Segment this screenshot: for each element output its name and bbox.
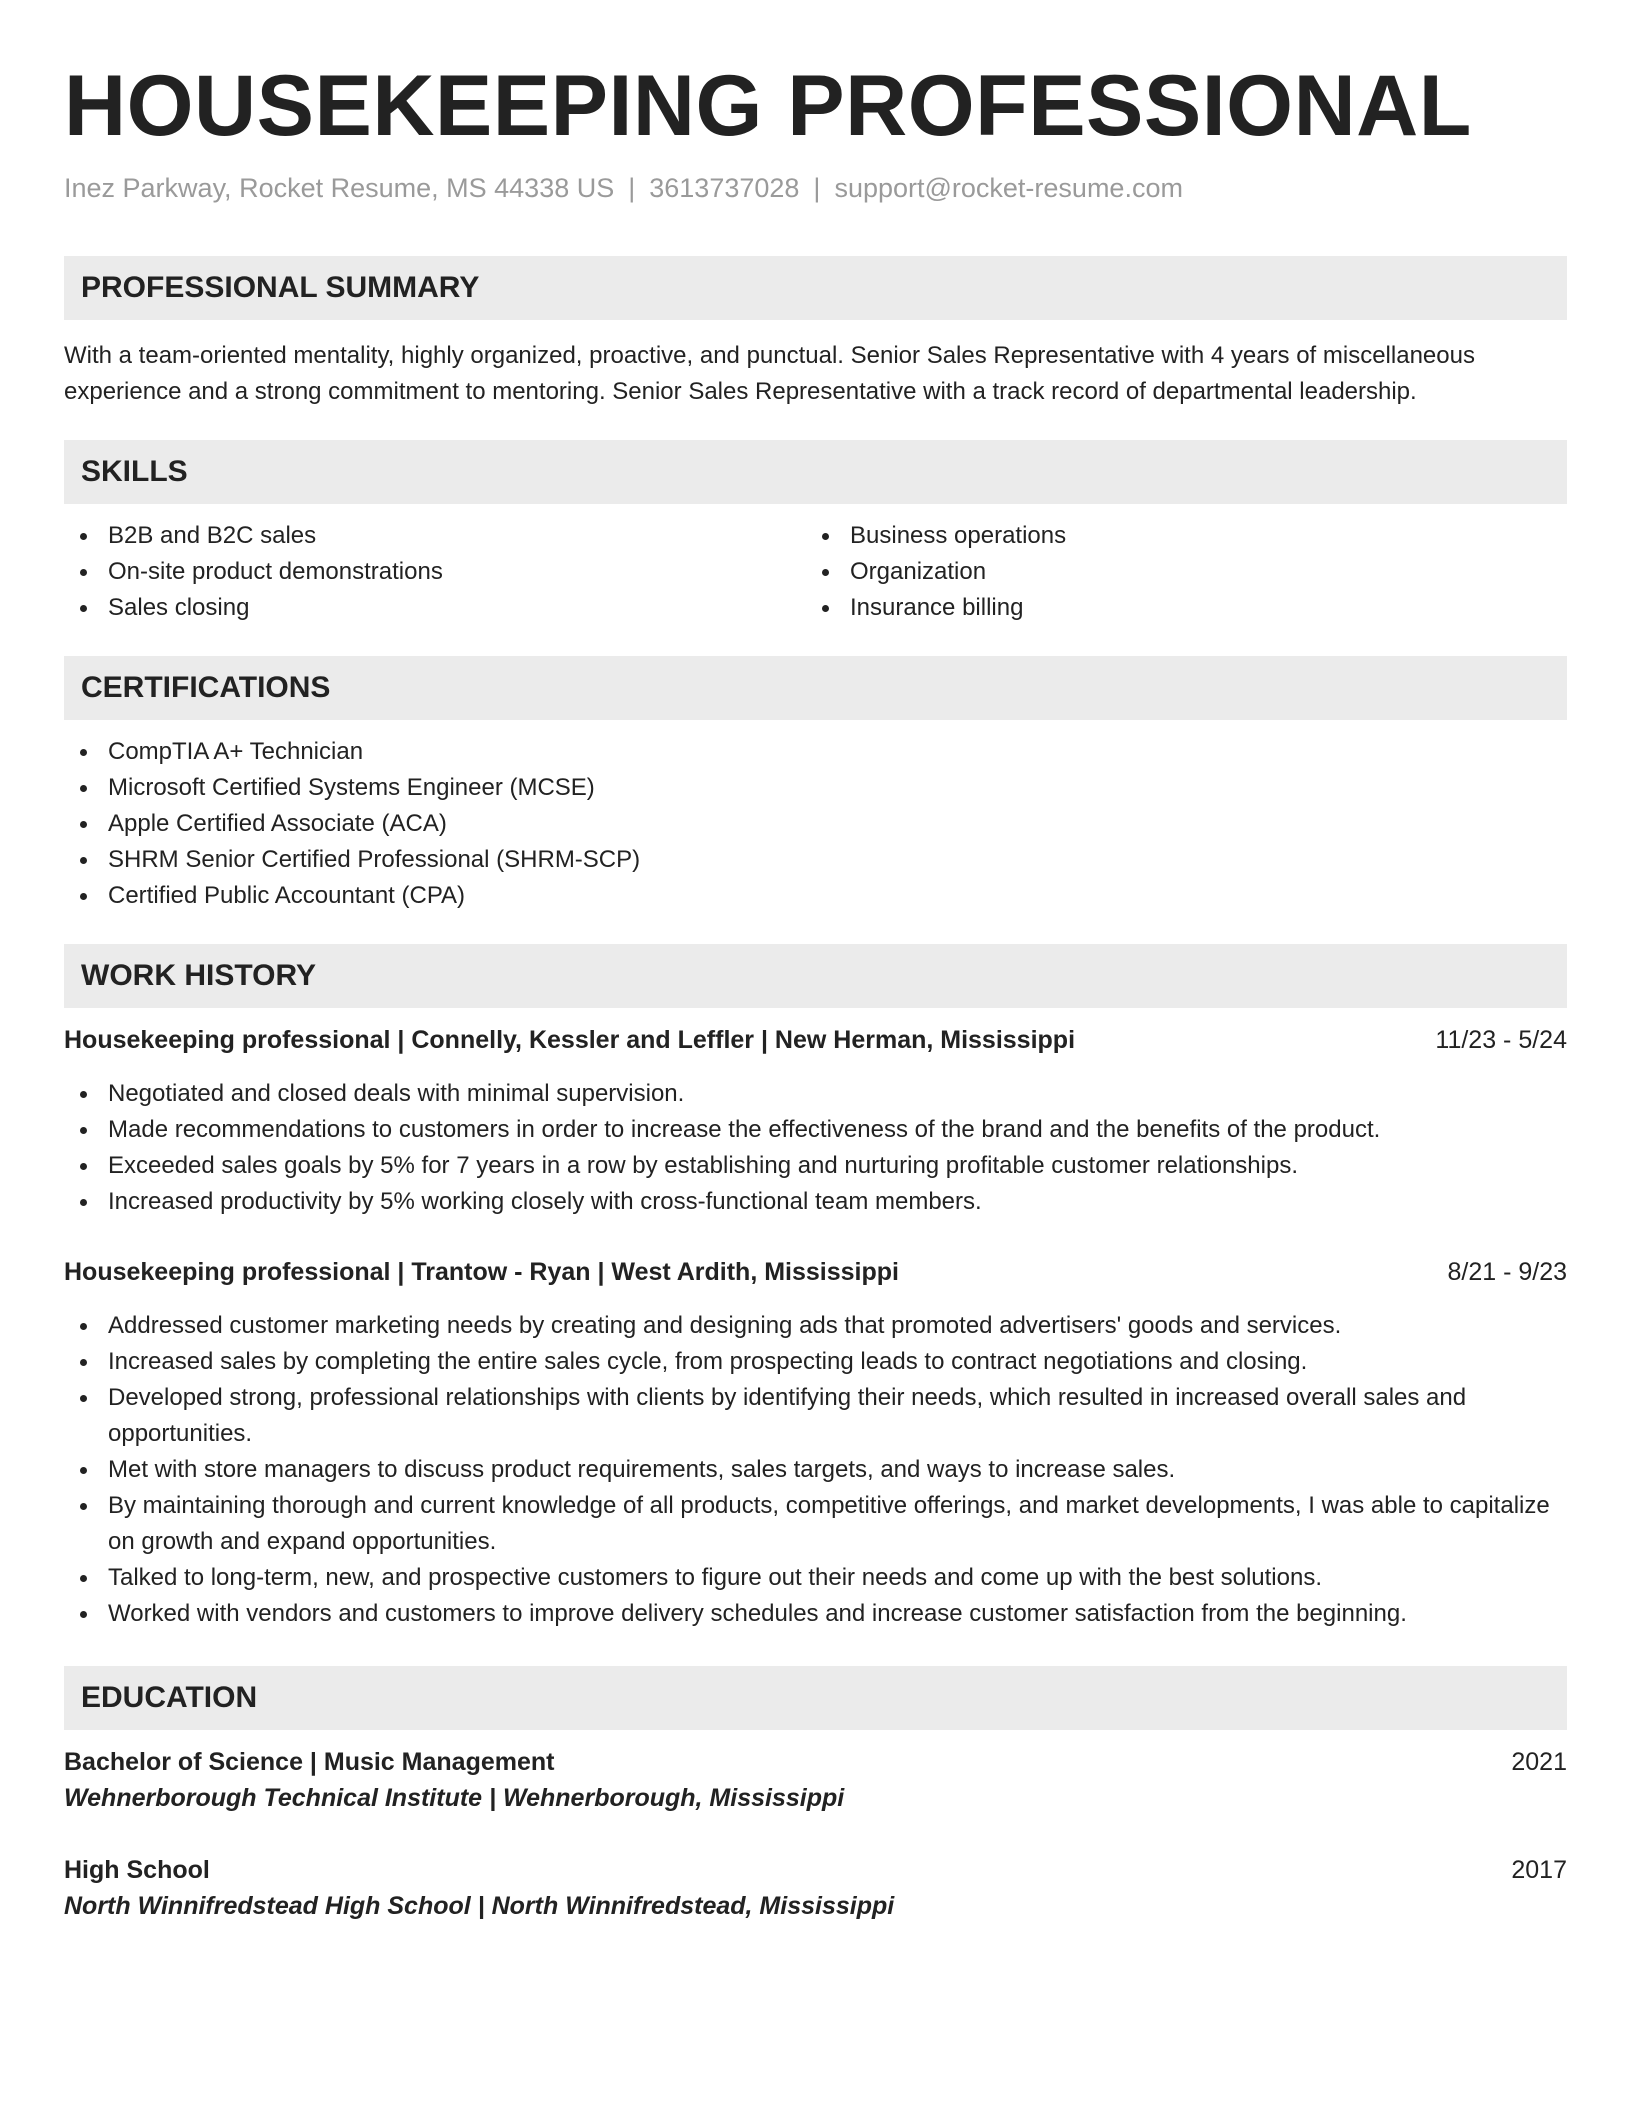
job-bullets (64, 1308, 1567, 1632)
certifications-list (64, 734, 1567, 914)
education-year: 2017 (1511, 1856, 1567, 1884)
job-bullet: Addressed customer marketing needs by creating and designing ads that promoted advertisers' goods and services. (64, 1308, 1567, 1344)
summary-text: With a team-oriented mentality, highly organized, proactive, and punctual. Senior Sales Representative with 4 years of miscellaneous experience and a strong commitment to mentoring. Senior Sales Representative with a track record of departmental leadership. (64, 342, 1475, 405)
education-header (64, 1744, 1567, 1780)
education-degree: High School (64, 1856, 210, 1884)
job-title: Housekeeping professional | Connelly, Kessler and Leffler | New Herman, Mississippi (64, 1026, 1076, 1054)
education-year: 2021 (1511, 1748, 1567, 1776)
contact-separator: | (813, 173, 821, 203)
skills-column-right (806, 518, 1548, 626)
job-header (64, 1022, 1567, 1058)
job-bullet: Worked with vendors and customers to improve delivery schedules and increase customer satisfaction from the beginning. (64, 1596, 1567, 1632)
certification-item: Certified Public Accountant (CPA) (64, 878, 1567, 914)
job-bullets (64, 1076, 1567, 1220)
job-bullet: Developed strong, professional relationships with clients by identifying their needs, which resulted in increased overall sales and opportunities. (64, 1380, 1567, 1452)
certification-item: Microsoft Certified Systems Engineer (MCSE) (64, 770, 1567, 806)
job-bullet: Negotiated and closed deals with minimal supervision. (64, 1076, 1567, 1112)
job-bullet: Talked to long-term, new, and prospective customers to figure out their needs and come up with the best solutions. (64, 1560, 1567, 1596)
contact-email: support@rocket-resume.com (834, 173, 1183, 203)
job-header (64, 1254, 1567, 1290)
job-bullet: Made recommendations to customers in order to increase the effectiveness of the brand and the benefits of the product. (64, 1112, 1567, 1148)
job-bullet: Increased productivity by 5% working closely with cross-functional team members. (64, 1184, 1567, 1220)
skill-item: Sales closing (64, 590, 806, 626)
education-school: Wehnerborough Technical Institute | Wehnerborough, Mississippi (64, 1784, 845, 1812)
contact-line (64, 170, 1567, 206)
certification-item: CompTIA A+ Technician (64, 734, 1567, 770)
contact-separator: | (628, 173, 636, 203)
section-header-certifications: CERTIFICATIONS (64, 656, 1567, 720)
job-bullet: Exceeded sales goals by 5% for 7 years in a row by establishing and nurturing profitable customer relationships. (64, 1148, 1567, 1184)
job-bullet: Increased sales by completing the entire sales cycle, from prospecting leads to contract negotiations and closing. (64, 1344, 1567, 1380)
certification-item: Apple Certified Associate (ACA) (64, 806, 1567, 842)
section-header-work-history: WORK HISTORY (64, 944, 1567, 1008)
job-dates: 8/21 - 9/23 (1447, 1258, 1567, 1286)
skills-column-left (64, 518, 806, 626)
section-header-skills: SKILLS (64, 440, 1567, 504)
section-header-summary: PROFESSIONAL SUMMARY (64, 256, 1567, 320)
job-dates: 11/23 - 5/24 (1435, 1026, 1567, 1054)
skill-item: On-site product demonstrations (64, 554, 806, 590)
skill-item: Business operations (806, 518, 1548, 554)
education-degree: Bachelor of Science | Music Management (64, 1748, 555, 1776)
job-bullet: By maintaining thorough and current knowledge of all products, competitive offerings, and market developments, I was able to capitalize on growth and expand opportunities. (64, 1488, 1567, 1560)
education-header (64, 1852, 1567, 1888)
skills-grid (64, 518, 1567, 626)
skill-item: Organization (806, 554, 1548, 590)
certification-item: SHRM Senior Certified Professional (SHRM-SCP) (64, 842, 1567, 878)
job-title: Housekeeping professional | Trantow - Ryan | West Ardith, Mississippi (64, 1258, 899, 1286)
job-bullet: Met with store managers to discuss product requirements, sales targets, and ways to increase sales. (64, 1452, 1567, 1488)
resume-page (64, 0, 1567, 1924)
contact-phone: 3613737028 (649, 173, 800, 203)
section-header-education: EDUCATION (64, 1666, 1567, 1730)
contact-address: Inez Parkway, Rocket Resume, MS 44338 US (64, 173, 615, 203)
skill-item: B2B and B2C sales (64, 518, 806, 554)
skill-item: Insurance billing (806, 590, 1548, 626)
resume-name: HOUSEKEEPING PROFESSIONAL (64, 58, 1472, 154)
education-school: North Winnifredstead High School | North Winnifredstead, Mississippi (64, 1892, 895, 1920)
